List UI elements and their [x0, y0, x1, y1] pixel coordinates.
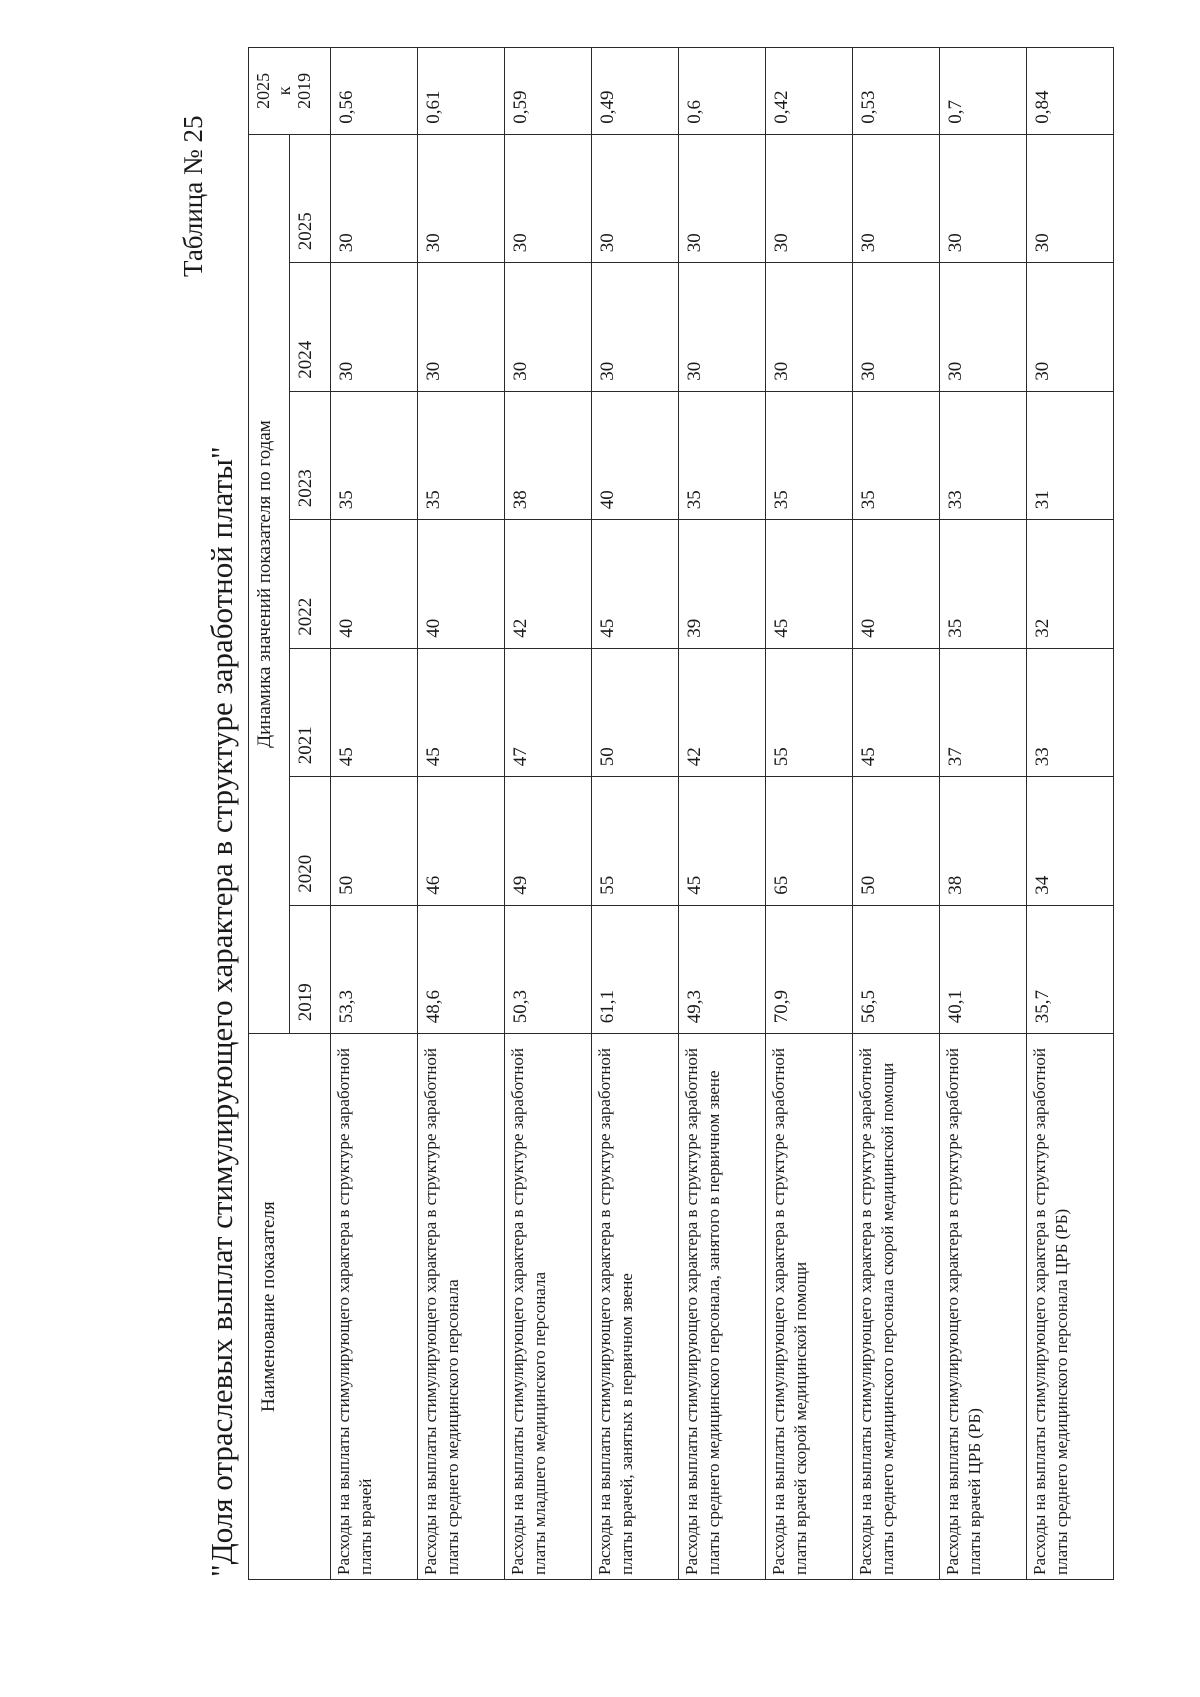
table-row	[1027, 48, 1114, 1580]
row-value: 32	[1027, 520, 1114, 649]
row-value: 30	[331, 263, 418, 392]
row-ratio: 0,61	[418, 48, 505, 135]
table-row	[679, 48, 766, 1580]
row-value: 45	[853, 648, 940, 777]
row-value: 45	[418, 648, 505, 777]
row-indicator-name: Расходы на выплаты стимулирующего характера в структуре заработной платы младшего медицинского персонала	[505, 1034, 592, 1580]
row-value: 42	[679, 648, 766, 777]
row-value: 30	[766, 263, 853, 392]
row-value: 49	[505, 777, 592, 906]
row-value: 47	[505, 648, 592, 777]
row-value: 39	[679, 520, 766, 649]
row-value: 30	[940, 263, 1027, 392]
table-row	[505, 48, 592, 1580]
row-value: 50	[853, 777, 940, 906]
row-value: 61,1	[592, 905, 679, 1034]
row-value: 50,3	[505, 905, 592, 1034]
row-indicator-name: Расходы на выплаты стимулирующего характера в структуре заработной платы среднего медицинского персонала, занятого в первичном звене	[679, 1034, 766, 1580]
row-value: 30	[766, 134, 853, 263]
table-row	[940, 48, 1027, 1580]
row-value: 30	[418, 134, 505, 263]
header-ratio-bottom: 2019	[294, 72, 315, 109]
row-value: 40	[853, 520, 940, 649]
header-ratio-mid: к	[273, 86, 294, 96]
header-ratio-top: 2025	[253, 72, 273, 109]
row-value: 30	[592, 263, 679, 392]
row-value: 40	[592, 391, 679, 520]
row-ratio: 0,84	[1027, 48, 1114, 135]
row-value: 48,6	[418, 905, 505, 1034]
header-year: 2019	[290, 905, 331, 1034]
row-value: 55	[766, 648, 853, 777]
row-value: 50	[592, 648, 679, 777]
header-year: 2023	[290, 391, 331, 520]
row-indicator-name: Расходы на выплаты стимулирующего характера в структуре заработной платы врачей, занятых в первичном звене	[592, 1034, 679, 1580]
table-row	[331, 48, 418, 1580]
header-indicator-name: Наименование показателя	[249, 1034, 331, 1580]
header-year: 2024	[290, 263, 331, 392]
row-ratio: 0,53	[853, 48, 940, 135]
row-value: 65	[766, 777, 853, 906]
header-year: 2025	[290, 134, 331, 263]
row-value: 30	[1027, 134, 1114, 263]
row-value: 35	[418, 391, 505, 520]
row-value: 45	[766, 520, 853, 649]
row-value: 30	[505, 263, 592, 392]
row-value: 35	[853, 391, 940, 520]
row-value: 40	[418, 520, 505, 649]
row-value: 40	[331, 520, 418, 649]
row-value: 49,3	[679, 905, 766, 1034]
row-value: 30	[940, 134, 1027, 263]
row-value: 30	[1027, 263, 1114, 392]
indicator-table	[248, 47, 1114, 1580]
row-value: 35	[766, 391, 853, 520]
row-indicator-name: Расходы на выплаты стимулирующего характера в структуре заработной платы врачей скорой медицинской помощи	[766, 1034, 853, 1580]
row-ratio: 0,7	[940, 48, 1027, 135]
table-row	[592, 48, 679, 1580]
row-value: 30	[331, 134, 418, 263]
row-indicator-name: Расходы на выплаты стимулирующего характера в структуре заработной платы среднего медицинского персонала скорой медицинской помощи	[853, 1034, 940, 1580]
header-year: 2021	[290, 648, 331, 777]
table-row	[853, 48, 940, 1580]
table-row	[766, 48, 853, 1580]
row-value: 45	[331, 648, 418, 777]
header-year: 2020	[290, 777, 331, 906]
header-dynamics: Динамика значений показателя по годам	[249, 134, 290, 1034]
row-value: 35,7	[1027, 905, 1114, 1034]
row-value: 34	[1027, 777, 1114, 906]
row-value: 37	[940, 648, 1027, 777]
row-ratio: 0,42	[766, 48, 853, 135]
header-year: 2022	[290, 520, 331, 649]
row-value: 40,1	[940, 905, 1027, 1034]
header-ratio	[249, 48, 331, 135]
row-value: 45	[592, 520, 679, 649]
row-ratio: 0,56	[331, 48, 418, 135]
row-value: 70,9	[766, 905, 853, 1034]
row-value: 46	[418, 777, 505, 906]
row-value: 31	[1027, 391, 1114, 520]
row-indicator-name: Расходы на выплаты стимулирующего характера в структуре заработной платы врачей ЦРБ (РБ)	[940, 1034, 1027, 1580]
row-value: 35	[940, 520, 1027, 649]
row-value: 53,3	[331, 905, 418, 1034]
row-value: 50	[331, 777, 418, 906]
row-value: 45	[679, 777, 766, 906]
row-value: 30	[679, 263, 766, 392]
table-title: "Доля отраслевых выплат стимулирующего характера в структуре заработной платы"	[204, 446, 239, 1577]
table-row	[418, 48, 505, 1580]
row-value: 30	[505, 134, 592, 263]
row-indicator-name: Расходы на выплаты стимулирующего характера в структуре заработной платы среднего медицинского персонала	[418, 1034, 505, 1580]
row-value: 30	[853, 263, 940, 392]
row-ratio: 0,6	[679, 48, 766, 135]
row-value: 33	[1027, 648, 1114, 777]
row-value: 35	[331, 391, 418, 520]
row-value: 38	[940, 777, 1027, 906]
row-indicator-name: Расходы на выплаты стимулирующего характера в структуре заработной платы врачей	[331, 1034, 418, 1580]
row-value: 55	[592, 777, 679, 906]
row-value: 30	[592, 134, 679, 263]
row-value: 35	[679, 391, 766, 520]
row-indicator-name: Расходы на выплаты стимулирующего характера в структуре заработной платы среднего медицинского персонала ЦРБ (РБ)	[1027, 1034, 1114, 1580]
table-number: Таблица № 25	[178, 115, 208, 277]
row-ratio: 0,49	[592, 48, 679, 135]
row-ratio: 0,59	[505, 48, 592, 135]
row-value: 30	[679, 134, 766, 263]
row-value: 56,5	[853, 905, 940, 1034]
row-value: 30	[418, 263, 505, 392]
row-value: 38	[505, 391, 592, 520]
row-value: 42	[505, 520, 592, 649]
row-value: 33	[940, 391, 1027, 520]
row-value: 30	[853, 134, 940, 263]
